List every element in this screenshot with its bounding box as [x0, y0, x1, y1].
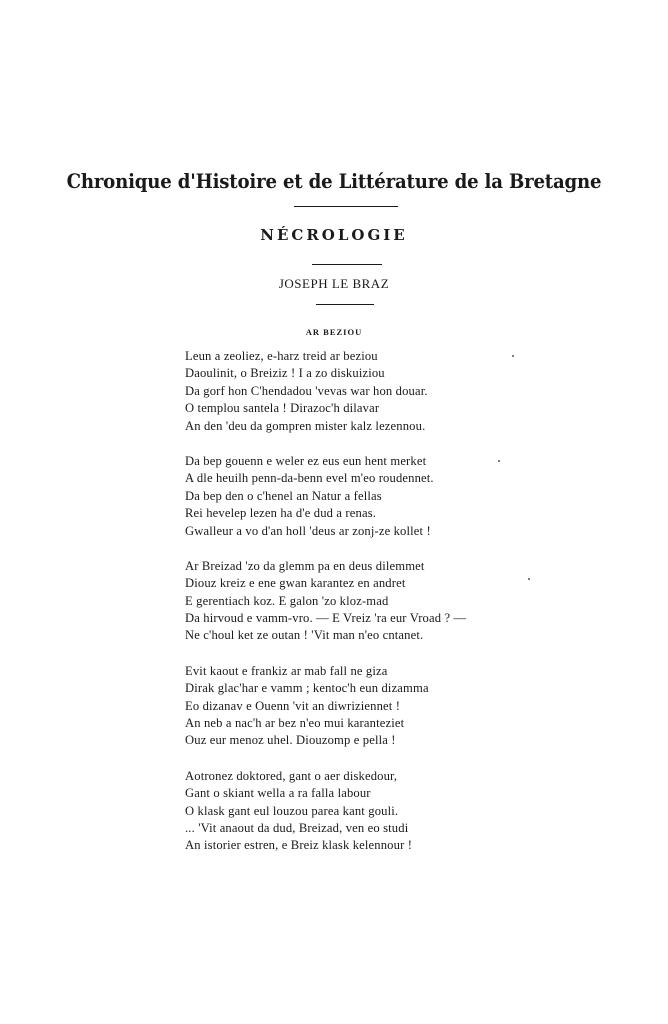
poem-line: Ouz eur menoz uhel. Diouzomp e pella ! — [185, 733, 396, 748]
poem-line: Gant o skiant wella a ra falla labour — [185, 786, 371, 801]
print-speck — [512, 355, 514, 357]
poem-line: Dirak glac'har e vamm ; kentoc'h eun dizamma — [185, 681, 429, 696]
poem-line: A dle heuilh penn-da-benn evel m'eo roudennet. — [185, 471, 434, 486]
poem-line: Da hirvoud e vamm-vro. — E Vreiz 'ra eur Vroad ? — — [185, 611, 467, 626]
poem-line: Rei hevelep lezen ha d'e dud a renas. — [185, 506, 377, 521]
poem-line: An istorier estren, e Breiz klask kelennour ! — [185, 838, 413, 853]
poem-line: Eo dizanav e Ouenn 'vit an diwriziennet ! — [185, 698, 401, 713]
poem-line: Leun a zeoliez, e-harz treid ar beziou — [185, 349, 378, 363]
poem-line: Da bep gouenn e weler ez eus eun hent merket — [185, 453, 427, 468]
poem-line: Evit kaout e frankiz ar mab fall ne giza — [185, 663, 388, 678]
poem-stanza-1 — [185, 348, 545, 435]
poem-line: Da bep den o c'henel an Natur a fellas — [185, 488, 382, 503]
poem-line: ... 'Vit anaout da dud, Breizad, ven eo studi — [185, 820, 409, 835]
section-title: NÉCROLOGIE — [260, 226, 408, 244]
poem-line: Da gorf hon C'hendadou 'vevas war hon douar. — [185, 383, 428, 398]
poem-stanza-4 — [185, 663, 545, 750]
poem-line: Daoulinit, o Breiziz ! I a zo diskuiziou — [185, 366, 385, 381]
chronicle-header-title: Chronique d'Histoire et de Littérature de la Bretagne — [66, 170, 602, 193]
poem-line: Ne c'houl ket ze outan ! 'Vit man n'eo cntanet. — [185, 628, 424, 643]
poem-line: O templou santela ! Dirazoc'h dilavar — [185, 401, 380, 416]
section-divider — [312, 264, 382, 265]
poem-line: Diouz kreiz e ene gwan karantez en andret — [185, 576, 406, 591]
poem-line: Aotronez doktored, gant o aer diskedour, — [185, 768, 398, 783]
poem-line: An den 'deu da gompren mister kalz lezennou. — [185, 418, 426, 433]
poem-stanza-5 — [185, 768, 545, 855]
poem-line: Ar Breizad 'zo da glemm pa en deus dilemmet — [185, 558, 425, 573]
subject-divider — [316, 304, 374, 305]
poem-stanza-3 — [185, 558, 545, 645]
poem-title: AR BEZIOU — [305, 327, 363, 337]
poem-line: Gwalleur a vo d'an holl 'deus ar zonj-ze kollet ! — [185, 523, 431, 538]
poem-line: An neb a nac'h ar bez n'eo mui karanteziet — [185, 716, 405, 731]
print-speck — [498, 460, 500, 462]
poem-body — [185, 348, 545, 873]
obituary-subject-name: JOSEPH LE BRAZ — [278, 276, 390, 291]
poem-stanza-2 — [185, 453, 545, 540]
print-speck — [528, 578, 530, 580]
poem-line: E gerentiach koz. E galon 'zo kloz-mad — [185, 593, 389, 608]
header-divider — [294, 206, 398, 207]
poem-line: O klask gant eul louzou parea kant gouli. — [185, 803, 399, 818]
